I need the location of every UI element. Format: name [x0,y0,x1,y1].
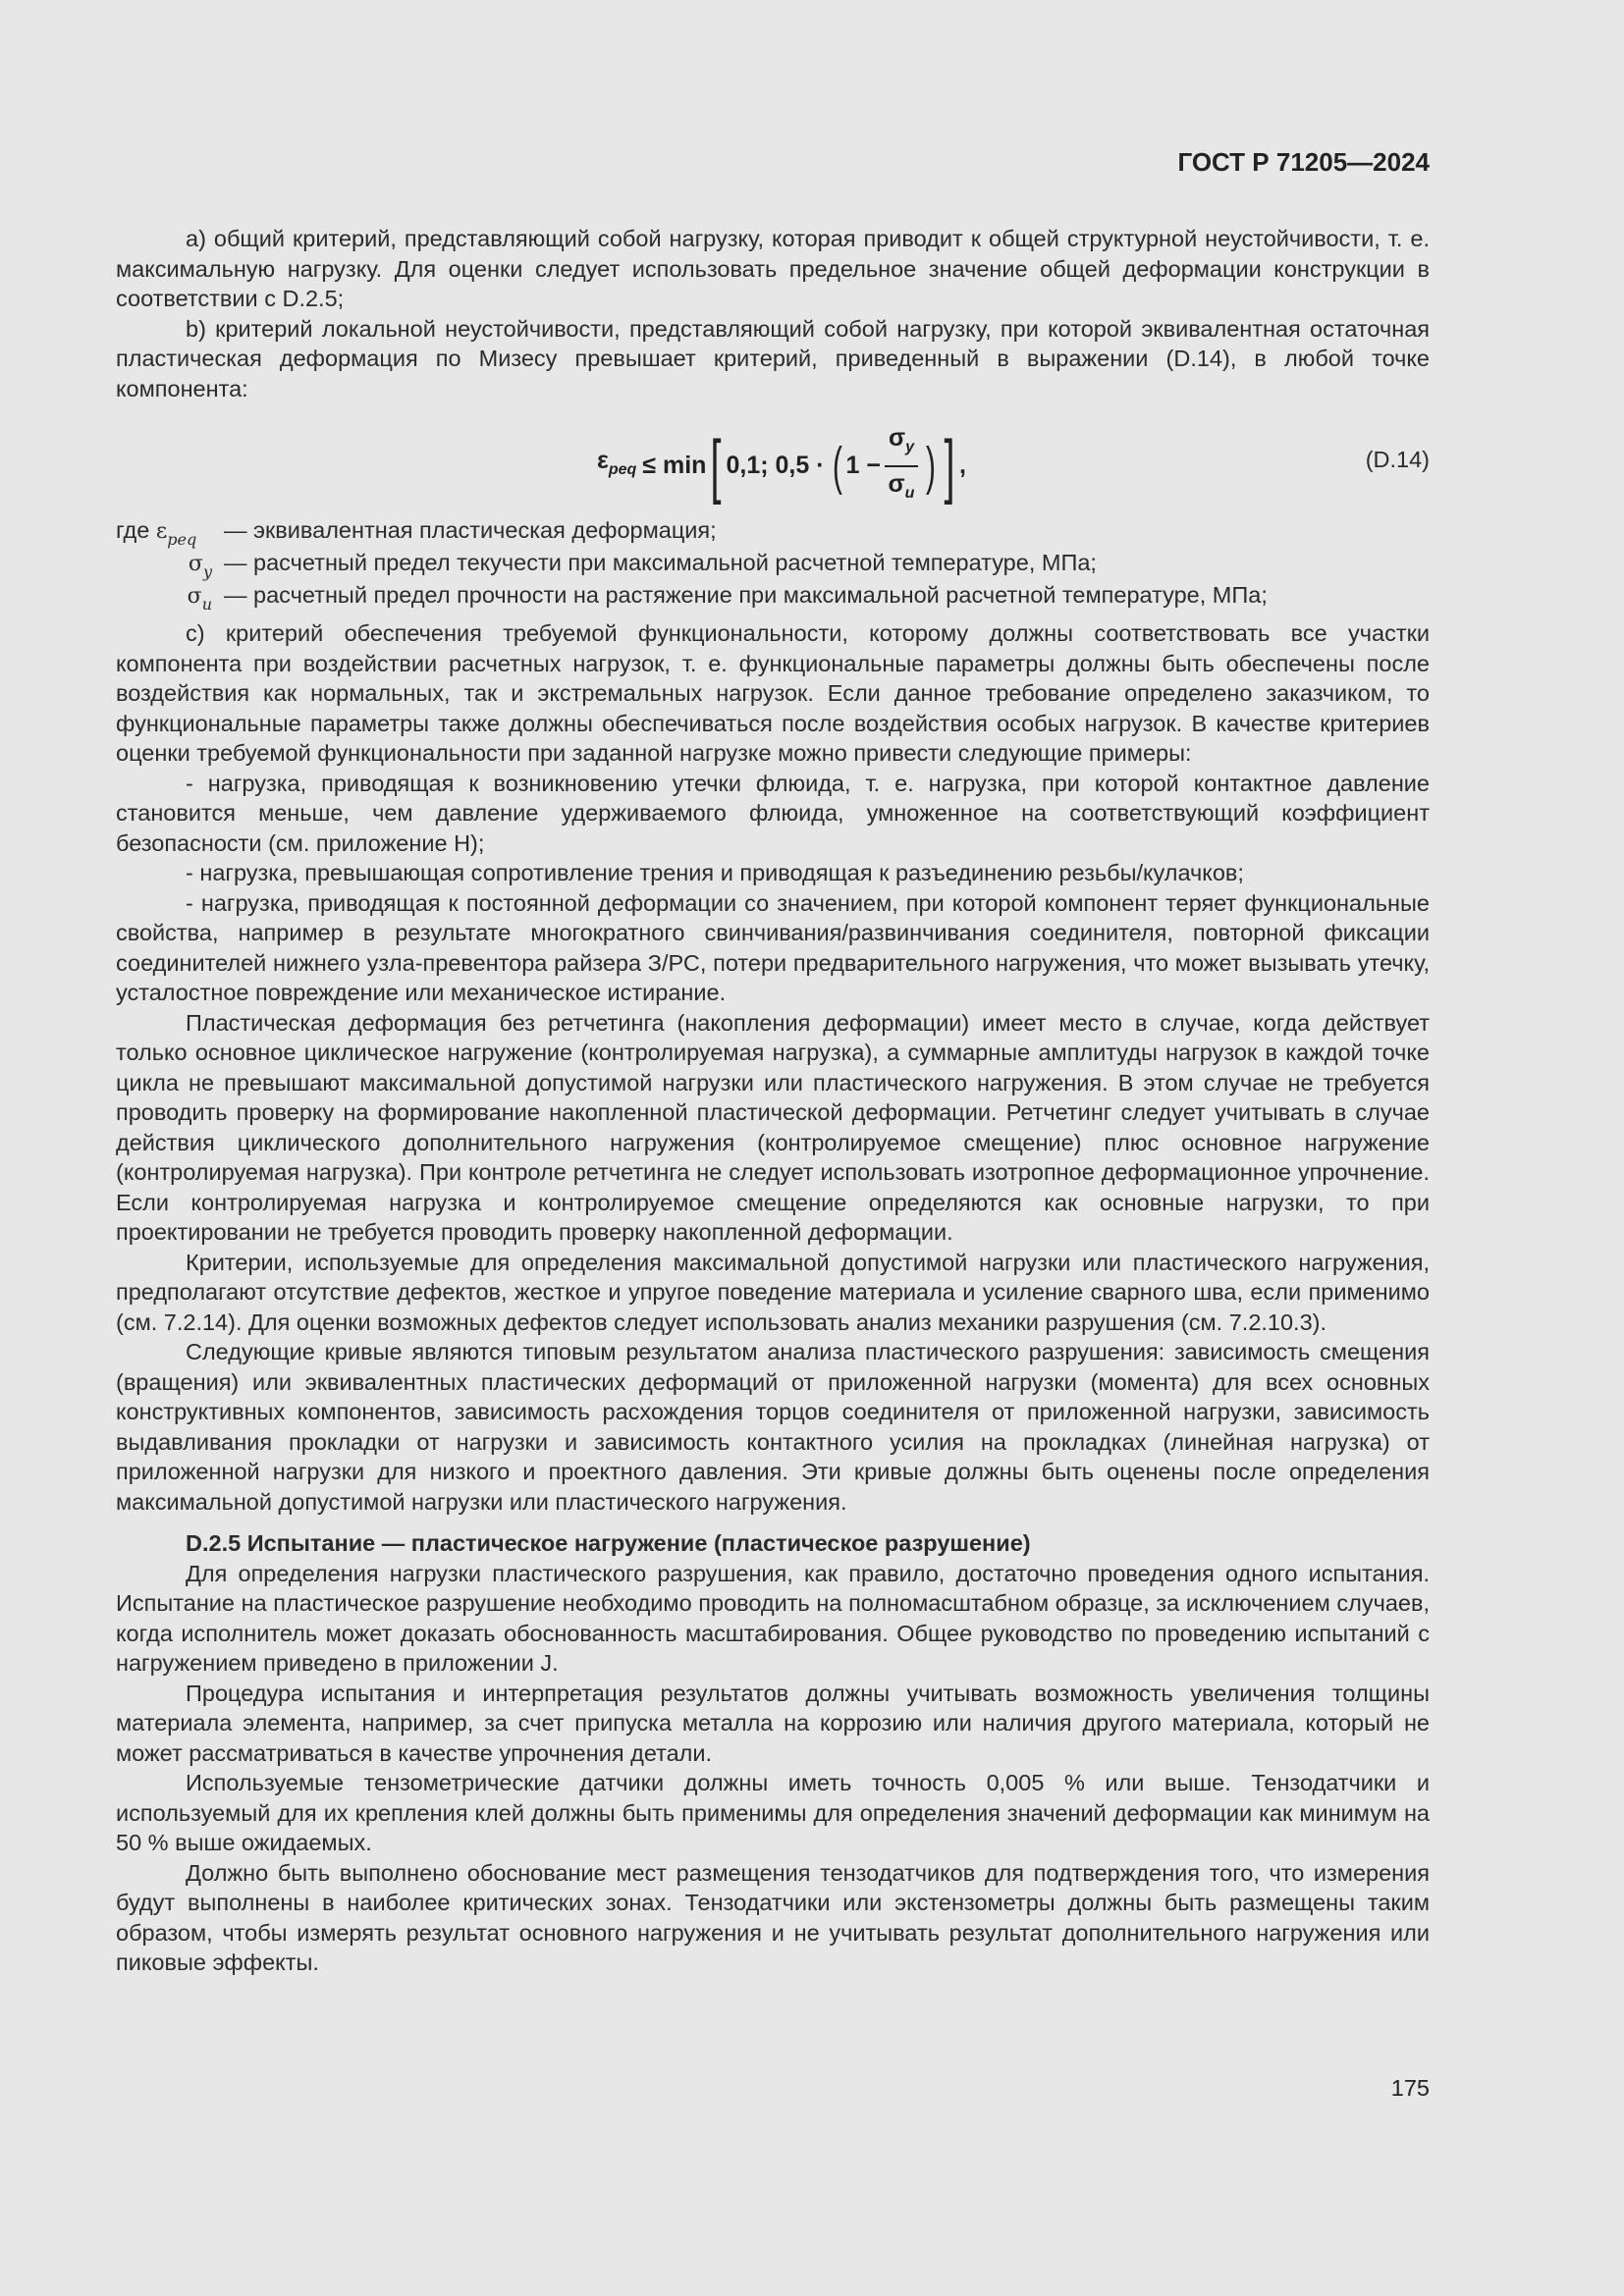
definition-text: — расчетный предел прочности на растяжение при максимальной расчетной температуре, МПа; [224,582,1268,608]
paragraph: Для определения нагрузки пластического разрушения, как правило, достаточно проведения одного испытания. Испытание на пластическое разрушение необходимо проводить на полномасштабном образце, за исключением случаев, когда исполнитель может доказать обоснованность масштабирования. Общее руководство по проведению испытаний с нагружением приведено в приложении J. [116,1560,1430,1676]
section-heading: D.2.5 Испытание — пластическое нагружение (пластическое разрушение) [186,1530,1031,1556]
paragraph: Следующие кривые являются типовым результатом анализа пластического разрушения: зависимость смещения (вращения) или эквивалентных пластических деформаций от приложенной нагрузки (момента) для всех основных конструктивных компонентов, зависимость расхождения торцов соединителя от приложенной нагрузки, зависимость выдавливания прокладки от нагрузки и зависимость контактного усилия на прокладках (линейная нагрузка) от приложенной нагрузки для низкого и проектного давления. Эти кривые должны быть оценены после определения максимальной допустимой нагрузки или пластического нагружения. [116,1339,1430,1515]
fraction-denominator: $\sigma_u$ [888,469,915,502]
formula-one-minus: 1 − [845,452,881,480]
definition-row [116,515,1430,548]
list-item: - нагрузка, превышающая сопротивление трения и приводящая к разъединению резьбы/кулачков; [186,860,1244,885]
paragraph: c) критерий обеспечения требуемой функциональности, которому должны соответствовать все участки компонента при воздействии расчетных нагрузок, т. е. функциональные параметры должны быть обеспечены после воздействия как нормальных, так и экстремальных нагрузок. Если данное требование определено заказчиком, то функциональные параметры также должны обеспечиваться после воздействия особых нагрузок. В качестве критериев оценки требуемой функциональности при заданной нагрузке можно привести следующие примеры: [116,620,1430,766]
formula-number: (D.14) [1365,447,1430,472]
definitions-list [116,515,1430,613]
formula-relation: ≤ min [642,452,707,480]
list-item: - нагрузка, приводящая к возникновению утечки флюида, т. е. нагрузка, при которой контактное давление становится меньше, чем давление удерживаемого флюида, умноженное на соответствующий коэффициент безопасности (см. приложение H); [116,770,1430,856]
definition-text: — расчетный предел текучести при максимальной расчетной температуре, МПа; [224,550,1097,575]
definition-row [116,580,1430,613]
formula-fraction [885,423,918,508]
fraction-numerator: $\sigma_y$ [885,423,918,467]
formula-bracket-open: [ [710,426,722,506]
list-item: - нагрузка, приводящая к постоянной деформации со значением, при которой компонент теряет функциональные свойства, например в результате многократного свинчивания/развинчивания соединителя, повторной фиксации соединителей нижнего узла-превентора райзера З/РС, потери предварительного нагружения, что может вызывать утечку, усталостное повреждение или механическое истирание. [116,889,1430,1005]
formula-term: 0,1; 0,5 · [726,452,825,480]
formula-paren-open: ( [832,436,842,496]
definition-row [116,548,1430,580]
definition-symbol: $\varepsilon_{peq}$ [155,519,197,549]
document-code-header: ГОСТ Р 71205—2024 [1177,147,1430,177]
formula-paren-close: ) [926,436,936,496]
paragraph: Пластическая деформация без ретчетинга (накопления деформации) имеет место в случае, когда действует только основное циклическое нагружение (контролируемая нагрузка), а суммарные амплитуды нагрузок в каждой точке цикла не превышают максимальной допустимой нагрузки или пластического нагружения. В этом случае не требуется проводить проверку на формирование накопленной пластической деформации. Ретчетинг следует учитывать в случае действия циклического дополнительного нагружения (контролируемое смещение) плюс основное нагружение (контролируемая нагрузка). При контроле ретчетинга не следует использовать изотропное деформационное упрочнение. Если контролируемая нагрузка и контролируемое смещение определяются как основные нагрузки, то при проектировании не требуется проводить проверку накопленной деформации. [116,1009,1430,1245]
formula-lhs: $\varepsilon_{peq}$ [597,447,637,479]
formula-d14 [116,415,1430,507]
formula-bracket-close: ] [944,426,955,506]
paragraph: Должно быть выполнено обоснование мест размещения тензодатчиков для подтверждения того, что измерения будут выполнены в наиболее критических зонах. Тензодатчики или экстензометры должны быть размещены таким образом, чтобы измерять результат основного нагружения и не учитывать результат дополнительного нагружения или пиковые эффекты. [116,1859,1430,1975]
paragraph: Используемые тензометрические датчики должны иметь точность 0,005 % или выше. Тензодатчики и используемый для их крепления клей должны быть применимы для определения значений деформации как минимум на 50 % выше ожидаемых. [116,1770,1430,1855]
paragraph: b) критерий локальной неустойчивости, представляющий собой нагрузку, при которой эквивалентная остаточная пластическая деформация по Мизесу превышает критерий, приведенный в выражении (D.14), в любой точке компонента: [116,315,1430,401]
formula-expression [597,423,966,508]
definition-symbol: $\sigma_u$ [187,584,212,614]
definition-text: — эквивалентная пластическая деформация; [224,517,717,543]
paragraph: a) общий критерий, представляющий собой нагрузку, которая приводит к общей структурной неустойчивости, т. е. максимальную нагрузку. Для оценки следует использовать предельное значение общей деформации конструкции в соответствии с D.2.5; [116,226,1430,311]
definition-lead: где [116,517,150,543]
definition-symbol: $\sigma_y$ [188,552,212,581]
formula-comma: , [958,452,966,480]
page-number: 175 [1390,2075,1430,2101]
paragraph: Процедура испытания и интерпретация результатов должны учитывать возможность увеличения толщины материала элемента, например, за счет припуска металла на коррозию или наличия другого материала, который не может рассматриваться в качестве упрочнения детали. [116,1680,1430,1766]
page-body [116,224,1430,1978]
paragraph: Критерии, используемые для определения максимальной допустимой нагрузки или пластического нагружения, предполагают отсутствие дефектов, жесткое и упругое поведение материала и усиление сварного шва, если применимо (см. 7.2.14). Для оценки возможных дефектов следует использовать анализ механики разрушения (см. 7.2.10.3). [116,1249,1430,1335]
